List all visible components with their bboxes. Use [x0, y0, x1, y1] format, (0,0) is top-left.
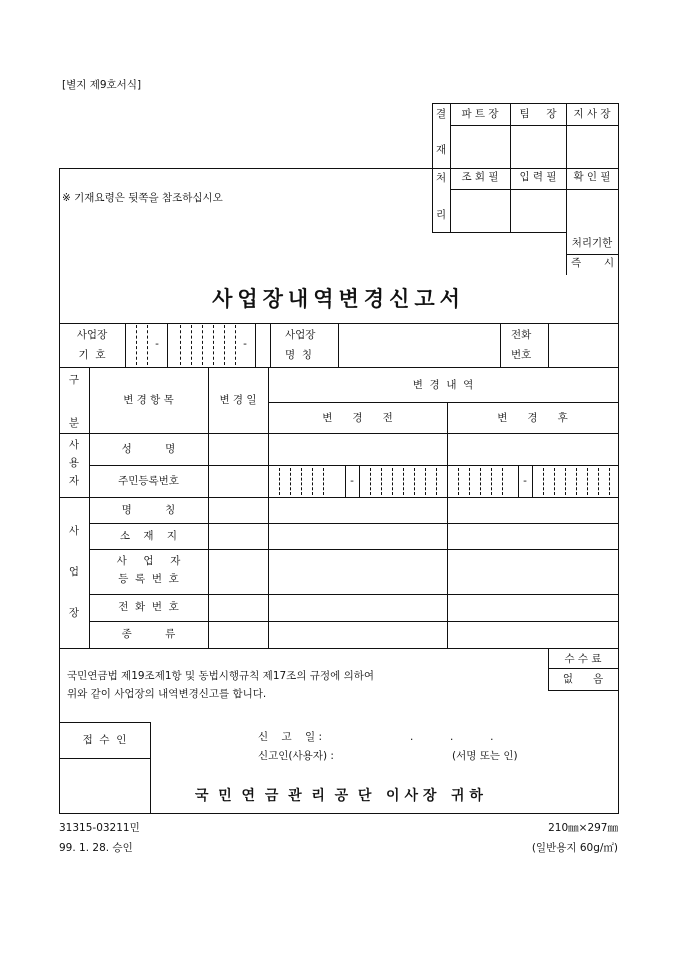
user-group-1: 사: [68, 439, 80, 451]
row-user-name: 성 명: [121, 443, 176, 455]
after-header: 변 경 후: [497, 412, 568, 424]
approval-inquiry-check: 조 회 필: [461, 171, 499, 183]
deadline-value-1: 즉: [571, 257, 582, 269]
form-label: [별지 제9호서식]: [62, 79, 142, 91]
approval-side-3: 처: [436, 172, 447, 184]
row-biz-phone: 전 화 번 호: [118, 601, 179, 613]
biz-group-3: 장: [68, 607, 80, 619]
deadline-value-2: 시: [604, 257, 615, 269]
declaration-line-1: 국민연금법 제19조제1항 및 동법시행규칙 제17조의 규정에 의하여: [67, 670, 375, 682]
instructions-note: ※ 기재요령은 뒷쪽을 참조하십시오: [62, 192, 223, 204]
rrn-after-dash: -: [523, 475, 527, 487]
category-header-2: 분: [68, 417, 80, 429]
phone-label-2: 번호: [511, 349, 532, 361]
row-biz-reg-2: 등 록 번 호: [118, 573, 179, 585]
report-date-label: 신 고 일 :: [258, 731, 323, 743]
change-item-header: 변 경 항 목: [123, 394, 174, 406]
change-details-header: 변 경 내 역: [412, 379, 474, 391]
approval-confirm-check: 확 인 필: [573, 171, 611, 183]
approval-side-4: 리: [436, 209, 447, 221]
approval-part-leader: 파 트 장: [461, 108, 499, 120]
approval-input-check: 입 력 필: [519, 171, 557, 183]
fee-value: 없 음: [562, 673, 604, 685]
declaration-line-2: 위와 같이 사업장의 내역변경신고를 합니다.: [67, 688, 267, 700]
approval-team-leader: 팀 장: [519, 108, 557, 120]
approval-side-1: 결: [436, 108, 447, 120]
form-title: 사업장내역변경신고서: [212, 286, 465, 311]
user-group-2: 용: [68, 457, 80, 469]
biz-code-label-2: 기 호: [78, 349, 106, 361]
biz-name-label-1: 사업장: [285, 329, 316, 341]
addressee: 국 민 연 금 관 리 공 단 이 사 장 귀 하: [195, 788, 483, 804]
fee-label: 수 수 료: [564, 653, 602, 665]
approval-side-2: 재: [436, 144, 447, 156]
receipt-label: 접 수 인: [82, 734, 127, 746]
biz-group-1: 사: [68, 525, 80, 537]
before-header: 변 경 전: [322, 412, 393, 424]
category-header-1: 구: [68, 374, 80, 386]
form-code: 31315-03211민: [59, 822, 140, 834]
row-user-rrn: 주민등록번호: [118, 475, 179, 487]
sign-or-seal-note: (서명 또는 인): [452, 750, 518, 762]
biz-name-label-2: 명 칭: [285, 349, 312, 361]
paper-size: 210㎜×297㎜: [548, 822, 618, 834]
row-biz-type: 종 류: [121, 628, 176, 640]
biz-code-dash-2: -: [243, 338, 247, 350]
approval-date: 99. 1. 28. 승인: [59, 842, 133, 854]
user-group-3: 자: [68, 475, 80, 487]
phone-label-1: 전화: [511, 329, 532, 341]
change-date-header: 변 경 일: [219, 394, 257, 406]
row-biz-name: 명 칭: [121, 504, 176, 516]
report-date-value: . . .: [410, 731, 494, 743]
row-biz-reg-1: 사 업 자: [116, 555, 181, 567]
reporter-label: 신고인(사용자) :: [258, 750, 334, 762]
deadline-label: 처리기한: [571, 237, 613, 249]
rrn-before-dash: -: [350, 475, 354, 487]
biz-code-dash-1: -: [155, 338, 159, 350]
row-biz-address: 소 재 지: [119, 530, 178, 542]
paper-type: (일반용지 60g/㎡): [531, 842, 618, 854]
biz-group-2: 업: [68, 566, 80, 578]
biz-code-label-1: 사업장: [76, 329, 108, 341]
approval-branch-head: 지 사 장: [573, 108, 611, 120]
